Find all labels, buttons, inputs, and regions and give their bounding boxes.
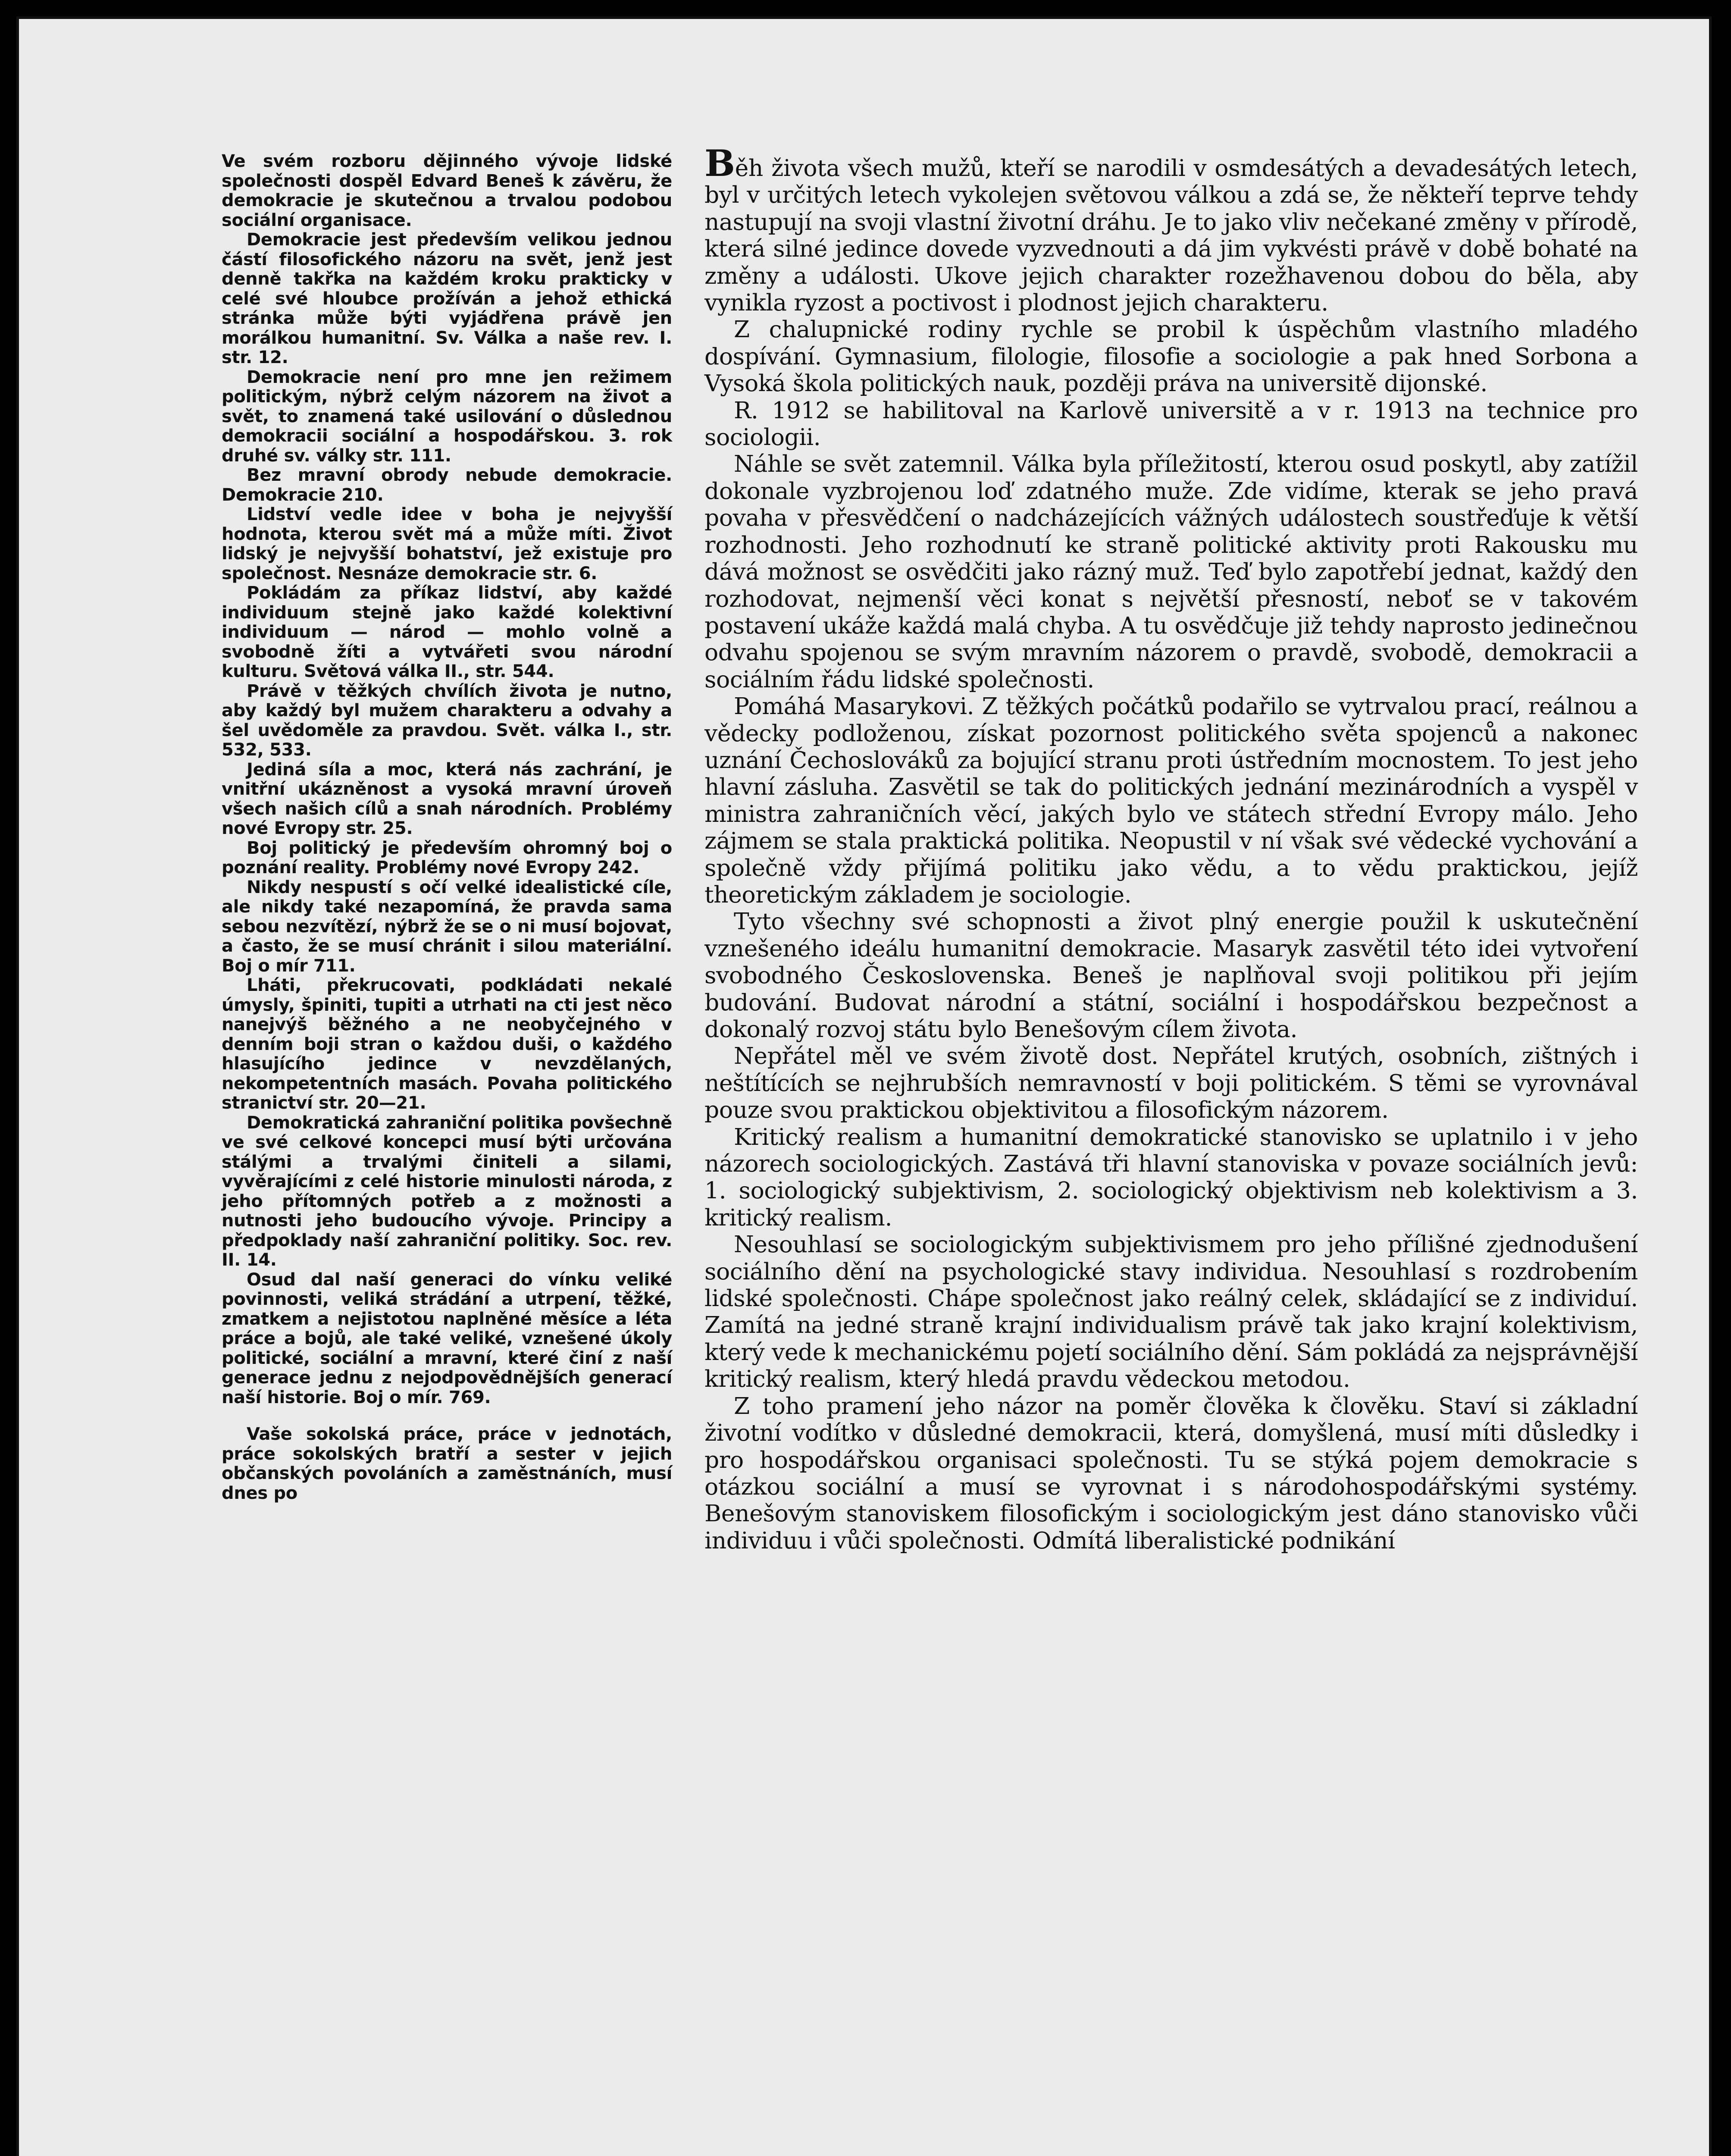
quote-paragraph: Bez mravní obrody nebude demokracie. Demokracie 210.: [222, 465, 672, 505]
quote-paragraph: Boj politický je především ohromný boj o poznání reality. Problémy nové Evropy 242.: [222, 838, 672, 877]
article-paragraph: Z chalupnické rodiny rychle se probil k úspěchům vlastního mladého dospívání. Gymnasium, filologie, filosofie a sociologie a pak hned Sorbona a Vysoká škola politických nauk, později práva na universitě dijonské.: [704, 316, 1638, 397]
article-paragraph: Nepřátel měl ve svém životě dost. Nepřátel krutých, osobních, zištných i neštítících se nejhrubších nemravností v boji politickém. S těmi se vyrovnával pouze svou praktickou objektivitou a filosofickým názorem.: [704, 1042, 1638, 1124]
article-paragraph: [704, 142, 1638, 317]
quotes-column: [222, 152, 672, 1503]
quote-paragraph: Lidství vedle idee v boha je nejvyšší hodnota, kterou svět má a může míti. Život lidský je nejvyšší bohatství, jež existuje pro společnost. Nesnáze demokracie str. 6.: [222, 505, 672, 583]
quote-paragraph: Demokracie není pro mne jen režimem politickým, nýbrž celým názorem na život a svět, to znamená také usilování o důslednou demokracii sociální a hospodářskou. 3. rok druhé sv. války str. 111.: [222, 367, 672, 466]
drop-cap: B: [704, 142, 735, 185]
article-paragraph: Pomáhá Masarykovi. Z těžkých počátků podařilo se vytrvalou prací, reálnou a vědecky podloženou, získat pozornost politického světa spojenců a nakonec uznání Čechoslováků za bojující stranu proti ústředním mocnostem. To jest jeho hlavní zásluha. Zasvětil se tak do politických jednání mezinárodních a vyspěl v ministra zahraničních věcí, jakých bylo ve státech střední Evropy málo. Jeho zájmem se stala praktická politika. Neopustil v ní však své vědecké vychování a společně vždy přijímá politiku jako vědu, a to vědu praktickou, jejíž theoretickým základem je sociologie.: [704, 693, 1638, 908]
quote-paragraph: Nikdy nespustí s očí velké idealistické cíle, ale nikdy také nezapomíná, že pravda sama sebou nezvítězí, nýbrž že se o ni musí bojovat, a často, že se musí chránit i silou materiální. Boj o mír 711.: [222, 877, 672, 976]
article-paragraph: Tyto všechny své schopnosti a život plný energie použil k uskutečnění vznešeného ideálu humanitní demokracie. Masaryk zasvětil této idei vytvoření svobodného Československa. Beneš je naplňoval svoji politikou při jejím budování. Budovat národní a státní, sociální i hospodářskou bezpečnost a dokonalý rozvoj státu bylo Benešovým cílem života.: [704, 908, 1638, 1043]
main-article-column: [704, 142, 1638, 1554]
quote-paragraph: Pokládám za příkaz lidství, aby každé individuum stejně jako každé kolektivní individuum — národ — mohlo volně a svobodně žíti a vytvářeti svou národní kulturu. Světová válka II., str. 544.: [222, 583, 672, 681]
quote-paragraph: Ve svém rozboru dějinného vývoje lidské společnosti dospěl Edvard Beneš k závěru, že demokracie je skutečnou a trvalou podobou sociální organisace.: [222, 151, 672, 230]
article-paragraph: Náhle se svět zatemnil. Válka byla příležitostí, kterou osud poskytl, aby zatížil dokonale vyzbrojenou loď zdatného muže. Zde vidíme, kterak se jeho pravá povaha v přesvědčení o nadcházejících vážných událostech soustřeďuje k větší rozhodnosti. Jeho rozhodnutí ke straně politické aktivity proti Rakousku mu dává možnost se osvědčiti jako rázný muž. Teď bylo zapotřebí jednat, každý den rozhodovat, nejmenší věci konat s největší přesností, neboť se v takovém postavení ukáže každá malá chyba. A tu osvědčuje již tehdy naprosto jedinečnou odvahu spojenou se svým mravním názorem o pravdě, svobodě, demokracii a sociálním řádu lidské společnosti.: [704, 450, 1638, 693]
book-page: [16, 16, 1712, 2156]
article-paragraph: Nesouhlasí se sociologickým subjektivismem pro jeho přílišné zjednodušení sociálního dění na psychologické stavy individua. Nesouhlasí s rozdrobením lidské společnosti. Chápe společnost jako reálný celek, skládající se z individuí. Zamítá na jedné straně krajní individualism právě tak jako krajní kolektivism, který vede k mechanickému pojetí sociálního dění. Sám pokládá za nejsprávnější kritický realism, který hledá pravdu vědeckou metodou.: [704, 1231, 1638, 1393]
quote-paragraph: Jediná síla a moc, která nás zachrání, je vnitřní ukázněnost a vysoká mravní úroveň všech našich cílů a snah národních. Problémy nové Evropy str. 25.: [222, 759, 672, 838]
article-paragraph: Kritický realism a humanitní demokratické stanovisko se uplatnilo i v jeho názorech sociologických. Zastává tři hlavní stanoviska v povaze sociálních jevů: 1. sociologický subjektivism, 2. sociologický objektivism neb kolektivism a 3. kritický realism.: [704, 1123, 1638, 1231]
article-paragraph: Z toho pramení jeho názor na poměr člověka k člověku. Staví si základní životní vodítko v důsledné demokracii, která, domyšlená, musí míti důsledky i pro hospodářskou organisaci společnosti. Tu se stýká pojem demokracie s otázkou sociální a musí se vyrovnat i s národohospodářskými systémy. Benešovým stanoviskem filosofickým i sociologickým jest dáno stanovisko vůči individuu i vůči společnosti. Odmítá liberalistické podnikání: [704, 1392, 1638, 1554]
quote-paragraph: Právě v těžkých chvílích života je nutno, aby každý byl mužem charakteru a odvahy a šel uvědoměle za pravdou. Svět. válka I., str. 532, 533.: [222, 681, 672, 760]
quote-paragraph: Lháti, překrucovati, podkládati nekalé úmysly, špiniti, tupiti a utrhati na cti jest něco nanejvýš běžného a ne neobyčejného v denním boji stran o každou duši, o každého hlasujícího jedince v nevzdělaných, nekompetentních masách. Povaha politického stranictví str. 20—21.: [222, 975, 672, 1113]
quote-paragraph: Osud dal naší generaci do vínku veliké povinnosti, veliká strádání a utrpení, těžké, zmatkem a nejistotou naplněné měsíce a léta práce a bojů, ale také veliké, vznešené úkoly politické, sociální a mravní, které činí z naší generace jednu z nejodpovědnějších generací naší historie. Boj o mír. 769.: [222, 1269, 672, 1407]
quote-paragraph: Demokracie jest především velikou jednou částí filosofického názoru na svět, jenž jest denně takřka na každém kroku prakticky v celé své hloubce prožíván a jehož ethická stránka může býti vyjádřena právě jen morálkou humanitní. Sv. Válka a naše rev. I. str. 12.: [222, 230, 672, 367]
quote-paragraph: Vaše sokolská práce, práce v jednotách, práce sokolských bratří a sester v jejich občanských povoláních a zaměstnáních, musí dnes po: [222, 1424, 672, 1503]
first-paragraph-text: ěh života všech mužů, kteří se narodili v osmdesátých a devadesátých letech, byl v určitých letech vykolejen světovou válkou a zdá se, že někteří teprve tehdy nastupují na svoji vlastní životní dráhu. Je to jako vliv nečekané změny v přírodě, která silné jedince dovede vyzvednouti a dá jim vykvésti právě v době bohaté na změny a události. Ukove jejich charakter rozežhavenou dobou do běla, aby vynikla ryzost a poctivost i plodnost jejich charakteru.: [704, 154, 1638, 317]
quote-paragraph: Demokratická zahraniční politika povšechně ve své celkové koncepci musí býti určována stálými a trvalými činiteli a silami, vyvěrajícími z celé historie minulosti národa, z jeho přítomných potřeb a z možnosti a nutnosti jeho budoucího vývoje. Principy a předpoklady naší zahraniční politiky. Soc. rev. II. 14.: [222, 1112, 672, 1270]
article-paragraph: R. 1912 se habilitoval na Karlově universitě a v r. 1913 na technice pro sociologii.: [704, 396, 1638, 451]
